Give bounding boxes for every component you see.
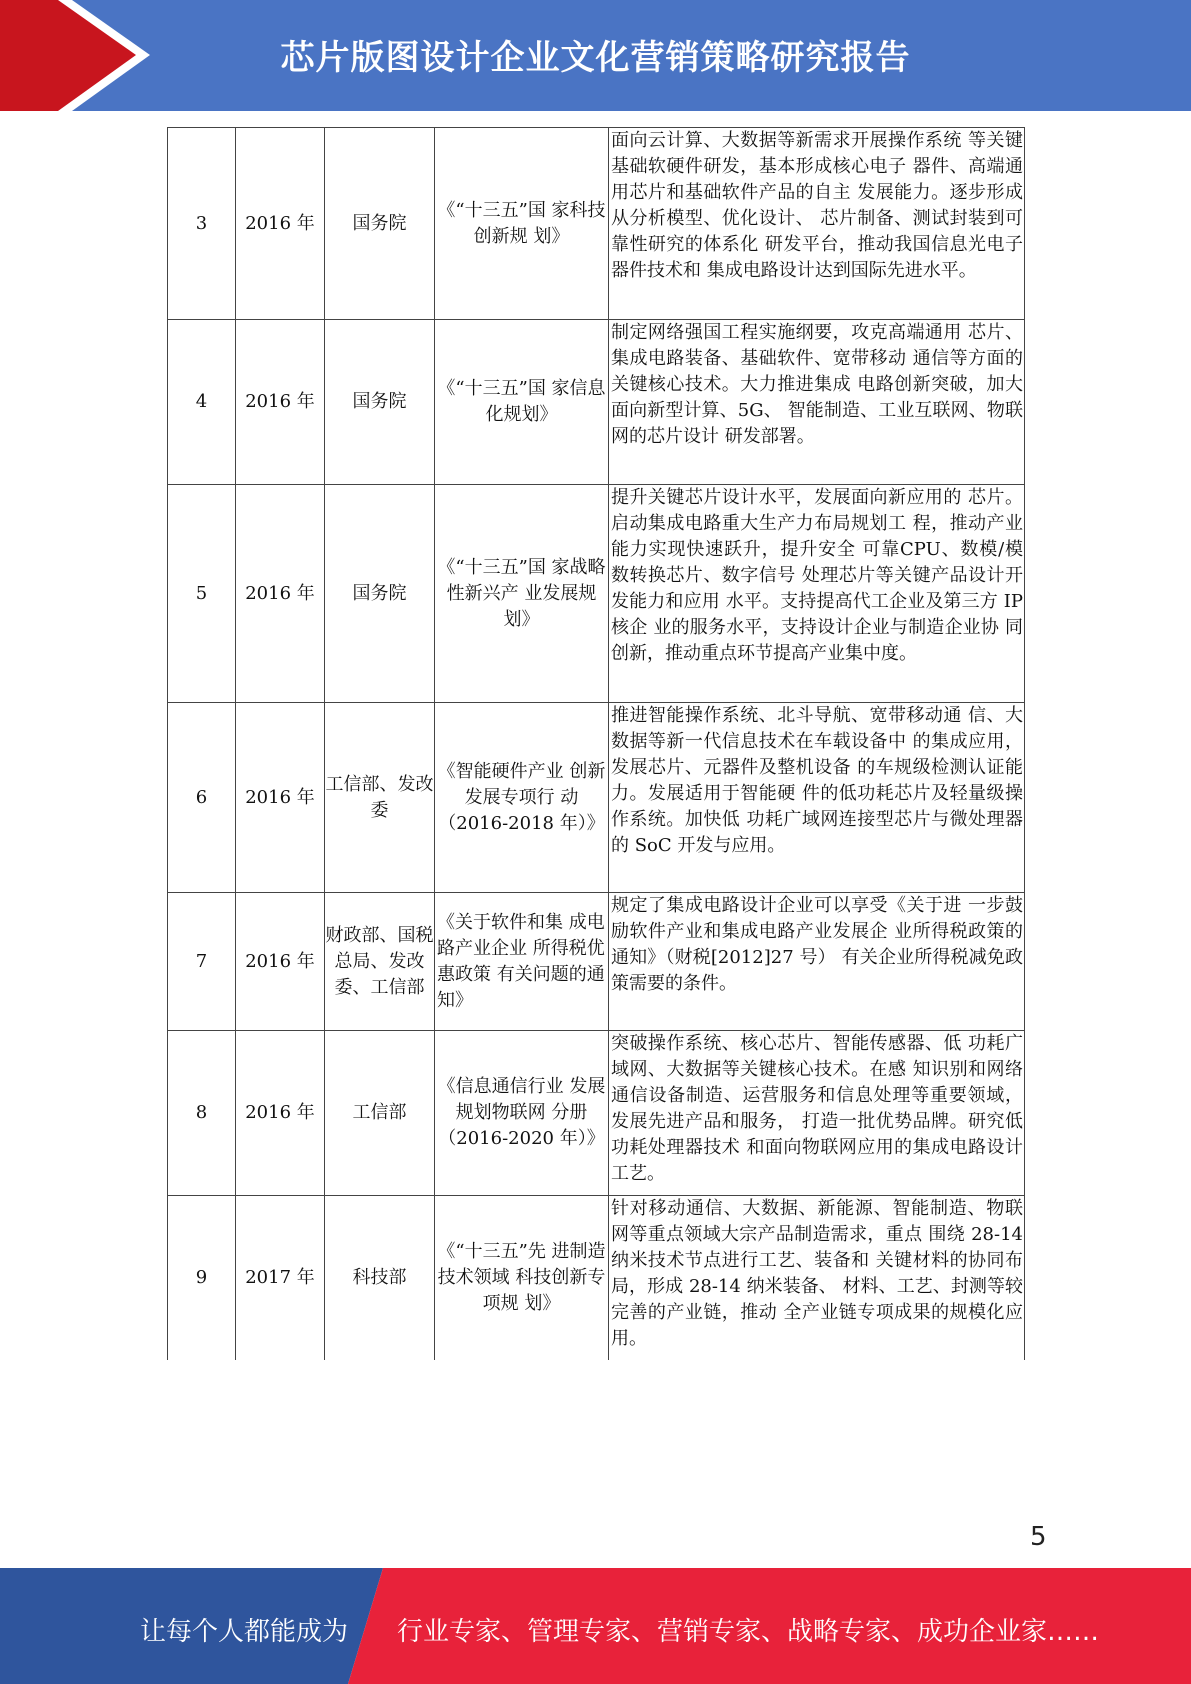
row-department: 国务院 — [325, 485, 435, 703]
row-content: 针对移动通信、大数据、新能源、智能制造、物联网等重点领域大宗产品制造需求，重点 围绕 28-14 纳米技术节点进行工艺、装备和 关键材料的协同布局，形成 28-14 纳米装备、 材料、工艺、封测等较完善的产业链，推动 全产业链专项成果的规模化应用。 — [609, 1196, 1025, 1360]
row-number: 9 — [168, 1196, 236, 1360]
table-row — [168, 128, 1025, 320]
row-number: 6 — [168, 703, 236, 893]
row-year: 2016 年 — [236, 485, 325, 703]
row-number: 4 — [168, 320, 236, 485]
row-policy: 《“十三五”国 家战略性新兴产 业发展规划》 — [435, 485, 609, 703]
page-number: 5 — [1030, 1522, 1047, 1552]
row-department: 工信部、发改委 — [325, 703, 435, 893]
table-row — [168, 485, 1025, 703]
row-year: 2016 年 — [236, 320, 325, 485]
page-header — [0, 0, 1191, 111]
row-year: 2017 年 — [236, 1196, 325, 1360]
row-policy: 《智能硬件产业 创新发展专项行 动（2016-2018 年）》 — [435, 703, 609, 893]
row-department: 工信部 — [325, 1031, 435, 1196]
row-year: 2016 年 — [236, 703, 325, 893]
row-department: 财政部、国税总局、发改委、工信部 — [325, 893, 435, 1031]
table-row — [168, 1031, 1025, 1196]
row-year: 2016 年 — [236, 893, 325, 1031]
row-content: 面向云计算、大数据等新需求开展操作系统 等关键基础软硬件研发，基本形成核心电子 器件、高端通用芯片和基础软件产品的自主 发展能力。逐步形成从分析模型、优化设计、 芯片制备、测试封装到可靠性研究的体系化 研发平台，推动我国信息光电子器件技术和 集成电路设计达到国际先进水平。 — [609, 128, 1025, 320]
row-number: 7 — [168, 893, 236, 1031]
footer-slogan-left: 让每个人都能成为 — [140, 1617, 349, 1647]
row-year: 2016 年 — [236, 1031, 325, 1196]
table-row — [168, 703, 1025, 893]
table-row — [168, 1196, 1025, 1360]
row-department: 国务院 — [325, 320, 435, 485]
row-number: 3 — [168, 128, 236, 320]
row-policy: 《关于软件和集 成电路产业企业 所得税优惠政策 有关问题的通 知》 — [435, 893, 609, 1031]
row-content: 推进智能操作系统、北斗导航、宽带移动通 信、大数据等新一代信息技术在车载设备中 的集成应用，发展芯片、元器件及整机设备 的车规级检测认证能力。发展适用于智能硬 件的低功耗芯片及轻量级操作系统。加快低 功耗广域网连接型芯片与微处理器的 SoC 开发与应用。 — [609, 703, 1025, 893]
policy-table — [167, 127, 1025, 1360]
row-year: 2016 年 — [236, 128, 325, 320]
row-policy: 《“十三五”先 进制造技术领域 科技创新专项规 划》 — [435, 1196, 609, 1360]
row-policy: 《信息通信行业 发展规划物联网 分册（2016-2020 年）》 — [435, 1031, 609, 1196]
policy-table-container — [167, 127, 1024, 1360]
table-row — [168, 320, 1025, 485]
row-policy: 《“十三五”国 家科技创新规 划》 — [435, 128, 609, 320]
table-row — [168, 893, 1025, 1031]
row-department: 国务院 — [325, 128, 435, 320]
report-title: 芯片版图设计企业文化营销策略研究报告 — [280, 38, 911, 78]
row-content: 制定网络强国工程实施纲要，攻克高端通用 芯片、集成电路装备、基础软件、宽带移动 通信等方面的关键核心技术。大力推进集成 电路创新突破，加大面向新型计算、5G、 智能制造、工业互联网、物联网的芯片设计 研发部署。 — [609, 320, 1025, 485]
row-content: 突破操作系统、核心芯片、智能传感器、低 功耗广域网、大数据等关键核心技术。在感 知识别和网络通信设备制造、运营服务和信息处理等重要领域，发展先进产品和服务， 打造一批优势品牌。研究低功耗处理器技术 和面向物联网应用的集成电路设计工艺。 — [609, 1031, 1025, 1196]
row-content: 规定了集成电路设计企业可以享受《关于进 一步鼓励软件产业和集成电路产业发展企 业所得税政策的通知》（财税[2012]27 号） 有关企业所得税减免政策需要的条件。 — [609, 893, 1025, 1031]
row-number: 8 — [168, 1031, 236, 1196]
row-department: 科技部 — [325, 1196, 435, 1360]
row-number: 5 — [168, 485, 236, 703]
footer-slogan-right: 行业专家、管理专家、营销专家、战略专家、成功企业家…… — [397, 1617, 1100, 1647]
row-content: 提升关键芯片设计水平，发展面向新应用的 芯片。启动集成电路重大生产力布局规划工 程，推动产业能力实现快速跃升，提升安全 可靠CPU、数模/模数转换芯片、数字信号 处理芯片等关键产品设计开发能力和应用 水平。支持提高代工企业及第三方 IP 核企 业的服务水平，支持设计企业与制造企业协 同创新，推动重点环节提高产业集中度。 — [609, 485, 1025, 703]
row-policy: 《“十三五”国 家信息化规划》 — [435, 320, 609, 485]
